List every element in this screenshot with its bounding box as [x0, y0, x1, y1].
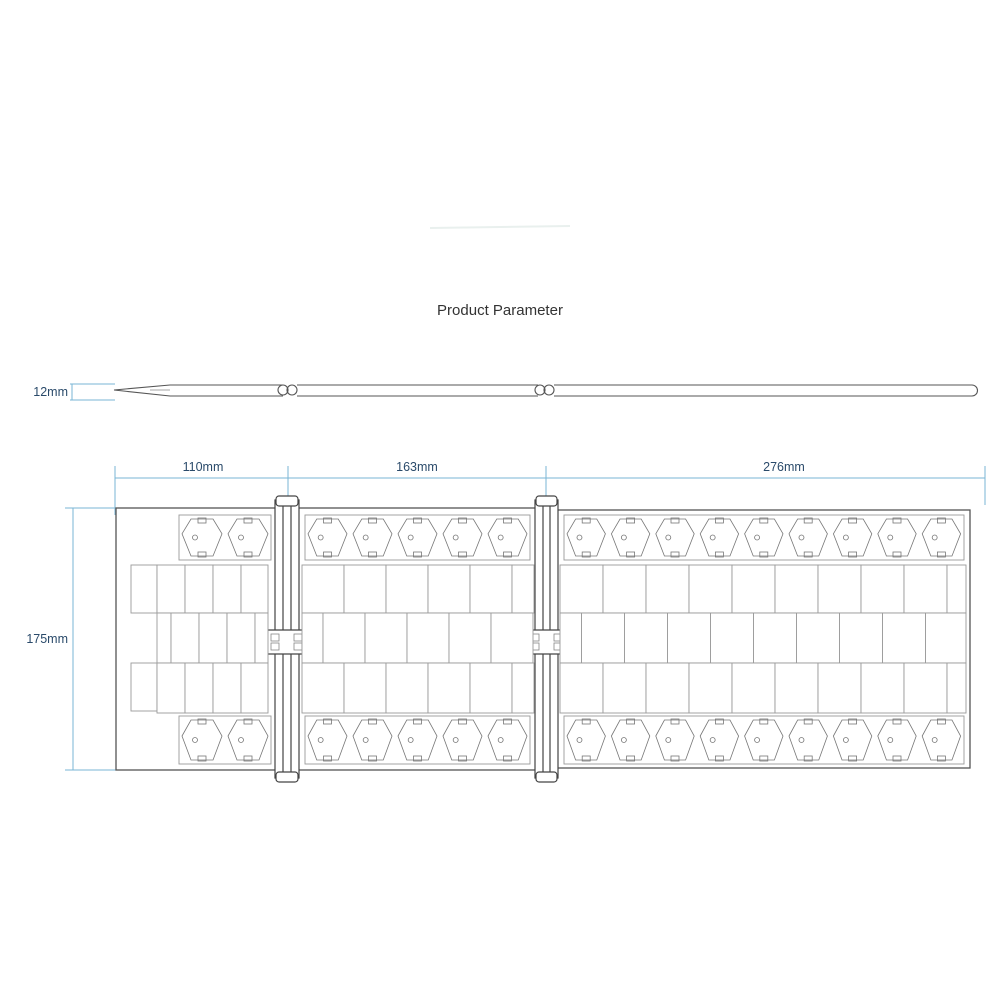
tile	[861, 565, 904, 613]
height-dimension	[26, 508, 120, 770]
tile	[818, 663, 861, 713]
tile	[199, 613, 227, 663]
profile-segment-2	[297, 385, 538, 396]
edge-tab-lower	[131, 663, 157, 711]
tile	[797, 613, 840, 663]
tile	[491, 613, 533, 663]
tile	[428, 663, 470, 713]
tile	[883, 613, 926, 663]
lattice-band	[564, 716, 964, 764]
tile	[512, 663, 534, 713]
tile	[470, 565, 512, 613]
tile	[560, 663, 603, 713]
tile	[365, 613, 407, 663]
width-label-section-1: 110mm	[182, 460, 224, 474]
tile	[241, 565, 268, 613]
tile	[213, 663, 241, 713]
tile	[689, 663, 732, 713]
tile	[560, 613, 582, 663]
tile	[646, 663, 689, 713]
lattice-band	[305, 515, 530, 560]
profile-segment-3	[554, 385, 978, 396]
profile-hinge-2	[535, 385, 554, 395]
tile	[302, 565, 344, 613]
top-view	[116, 496, 970, 782]
tile	[302, 663, 344, 713]
tile	[449, 613, 491, 663]
tile	[840, 613, 883, 663]
tile	[227, 613, 255, 663]
tile	[185, 663, 213, 713]
tile	[386, 565, 428, 613]
lattice-band	[305, 716, 530, 764]
tile	[582, 613, 625, 663]
tile	[603, 565, 646, 613]
tile	[711, 613, 754, 663]
tile	[386, 663, 428, 713]
tile	[732, 565, 775, 613]
tile	[185, 565, 213, 613]
tile	[171, 613, 199, 663]
edge-tab-upper	[131, 565, 157, 613]
tile	[689, 565, 732, 613]
profile-segment-1	[114, 385, 283, 396]
tile	[407, 613, 449, 663]
tile	[861, 663, 904, 713]
width-label-section-2: 163mm	[396, 460, 438, 474]
tile	[157, 663, 185, 713]
tile	[646, 565, 689, 613]
side-profile-view	[33, 384, 977, 400]
tile	[668, 613, 711, 663]
tile	[428, 565, 470, 613]
tile	[323, 613, 365, 663]
tile	[302, 613, 323, 663]
width-label-section-3: 276mm	[763, 460, 805, 474]
lattice-band	[564, 515, 964, 560]
tile	[344, 663, 386, 713]
tile	[213, 565, 241, 613]
tile	[947, 663, 966, 713]
tile	[470, 663, 512, 713]
tile	[904, 663, 947, 713]
height-label: 175mm	[26, 632, 68, 646]
tile	[344, 565, 386, 613]
tile	[157, 565, 185, 613]
profile-hinge-1	[278, 385, 297, 395]
tile	[241, 663, 268, 713]
tile	[603, 663, 646, 713]
tile	[732, 663, 775, 713]
tile	[947, 565, 966, 613]
tile	[255, 613, 268, 663]
tile	[754, 613, 797, 663]
tile	[512, 565, 534, 613]
thickness-label: 12mm	[33, 385, 68, 399]
tile	[818, 565, 861, 613]
faint-smudge	[430, 226, 570, 228]
tile	[775, 663, 818, 713]
tile	[157, 613, 171, 663]
tile	[904, 565, 947, 613]
tile	[625, 613, 668, 663]
tile	[926, 613, 967, 663]
tile	[560, 565, 603, 613]
tile	[775, 565, 818, 613]
diagram-title: Product Parameter	[437, 302, 563, 319]
